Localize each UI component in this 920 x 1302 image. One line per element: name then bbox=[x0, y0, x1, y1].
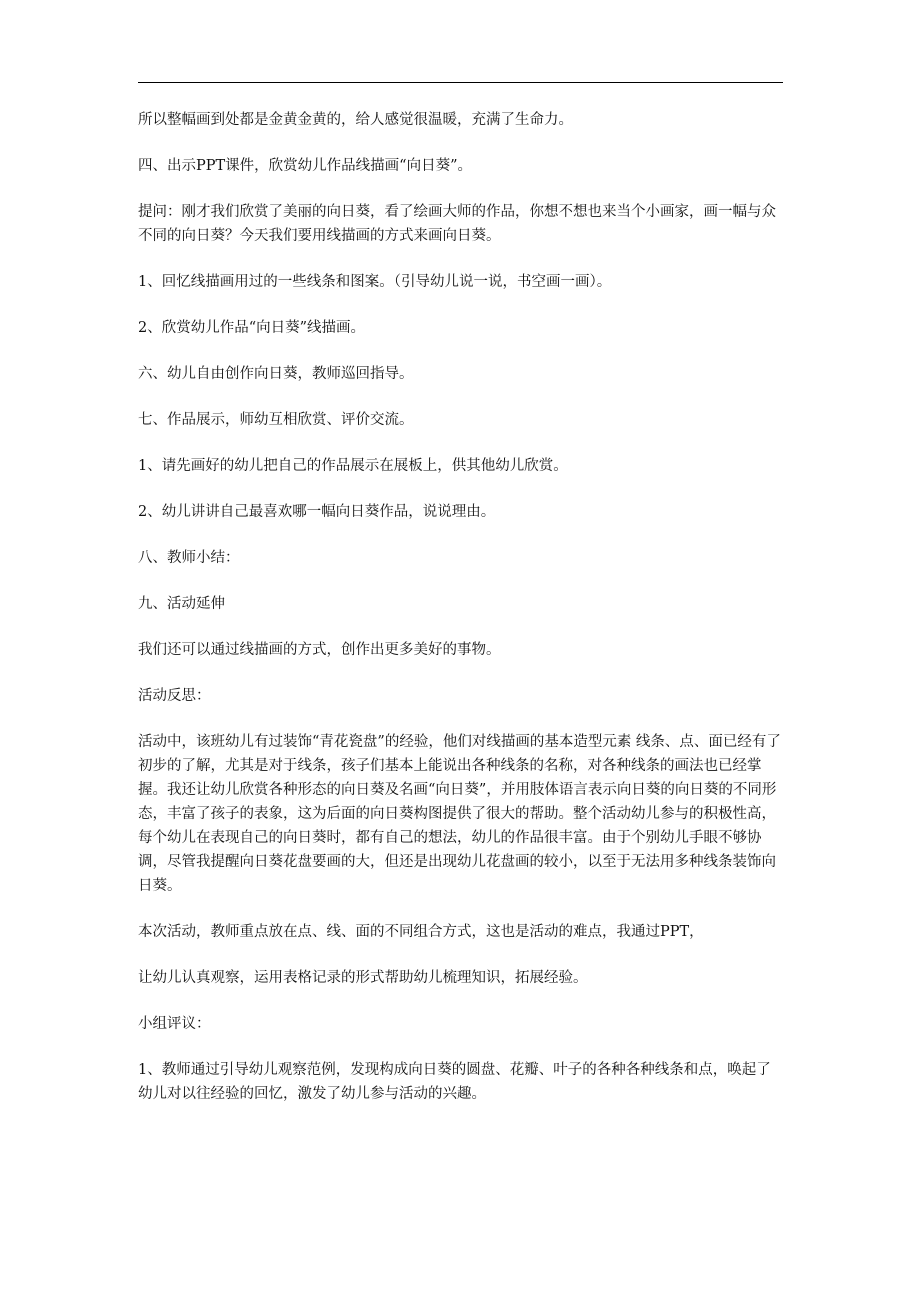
paragraph: 活动反思： bbox=[138, 688, 211, 704]
paragraph: 提问：刚才我们欣赏了美丽的向日葵，看了绘画大师的作品，你想不想也来当个小画家，画一幅与众不同的向日葵？今天我们要用线描画的方式来画向日葵。 bbox=[138, 204, 776, 244]
document-body bbox=[138, 108, 784, 1128]
paragraph: 活动中，该班幼儿有过装饰“青花瓷盘”的经验，他们对线描画的基本造型元素 线条、点、面已经有了初步的了解，尤其是对于线条，孩子们基本上能说出各种线条的名称，对各种线条的画法也已经掌握。我还让幼儿欣赏各种形态的向日葵及名画“向日葵”，并用肢体语言表示向日葵的向日葵的不同形态，丰富了孩子的表象，这为后面的向日葵构图提供了很大的帮助。整个活动幼儿参与的积极性高，每个幼儿在表现自己的向日葵时，都有自己的想法，幼儿的作品很丰富。由于个别幼儿手眼不够协调，尽管我提醒向日葵花盘要画的大，但还是出现幼儿花盘画的较小，以至于无法用多种线条装饰向日葵。 bbox=[138, 734, 781, 894]
paragraph: 八、教师小结： bbox=[138, 550, 240, 566]
paragraph: 六、幼儿自由创作向日葵，教师巡回指导。 bbox=[138, 366, 414, 382]
paragraph: 小组评议： bbox=[138, 1016, 211, 1032]
paragraph: 1、请先画好的幼儿把自己的作品展示在展板上，供其他幼儿欣赏。 bbox=[138, 458, 568, 474]
paragraph: 九、活动延伸 bbox=[138, 596, 225, 612]
header-rule bbox=[138, 82, 783, 83]
paragraph: 七、作品展示，师幼互相欣赏、评价交流。 bbox=[138, 412, 414, 428]
paragraph: 1、教师通过引导幼儿观察范例，发现构成向日葵的圆盘、花瓣、叶子的各种各种线条和点，唤起了幼儿对以往经验的回忆，激发了幼儿参与活动的兴趣。 bbox=[138, 1062, 771, 1102]
paragraph: 1、回忆线描画用过的一些线条和图案。（引导幼儿说一说，书空画一画）。 bbox=[138, 274, 612, 290]
paragraph: 四、出示PPT课件，欣赏幼儿作品线描画“向日葵”。 bbox=[138, 158, 473, 174]
paragraph: 让幼儿认真观察，运用表格记录的形式帮助幼儿梳理知识，拓展经验。 bbox=[138, 970, 588, 986]
paragraph: 所以整幅画到处都是金黄金黄的，给人感觉很温暖，充满了生命力。 bbox=[138, 112, 573, 128]
paragraph: 2、幼儿讲讲自己最喜欢哪一幅向日葵作品，说说理由。 bbox=[138, 504, 496, 520]
paragraph: 本次活动，教师重点放在点、线、面的不同组合方式，这也是活动的难点，我通过PPT， bbox=[138, 924, 704, 940]
paragraph: 我们还可以通过线描画的方式，创作出更多美好的事物。 bbox=[138, 642, 501, 658]
paragraph: 2、欣赏幼儿作品“向日葵”线描画。 bbox=[138, 320, 366, 336]
